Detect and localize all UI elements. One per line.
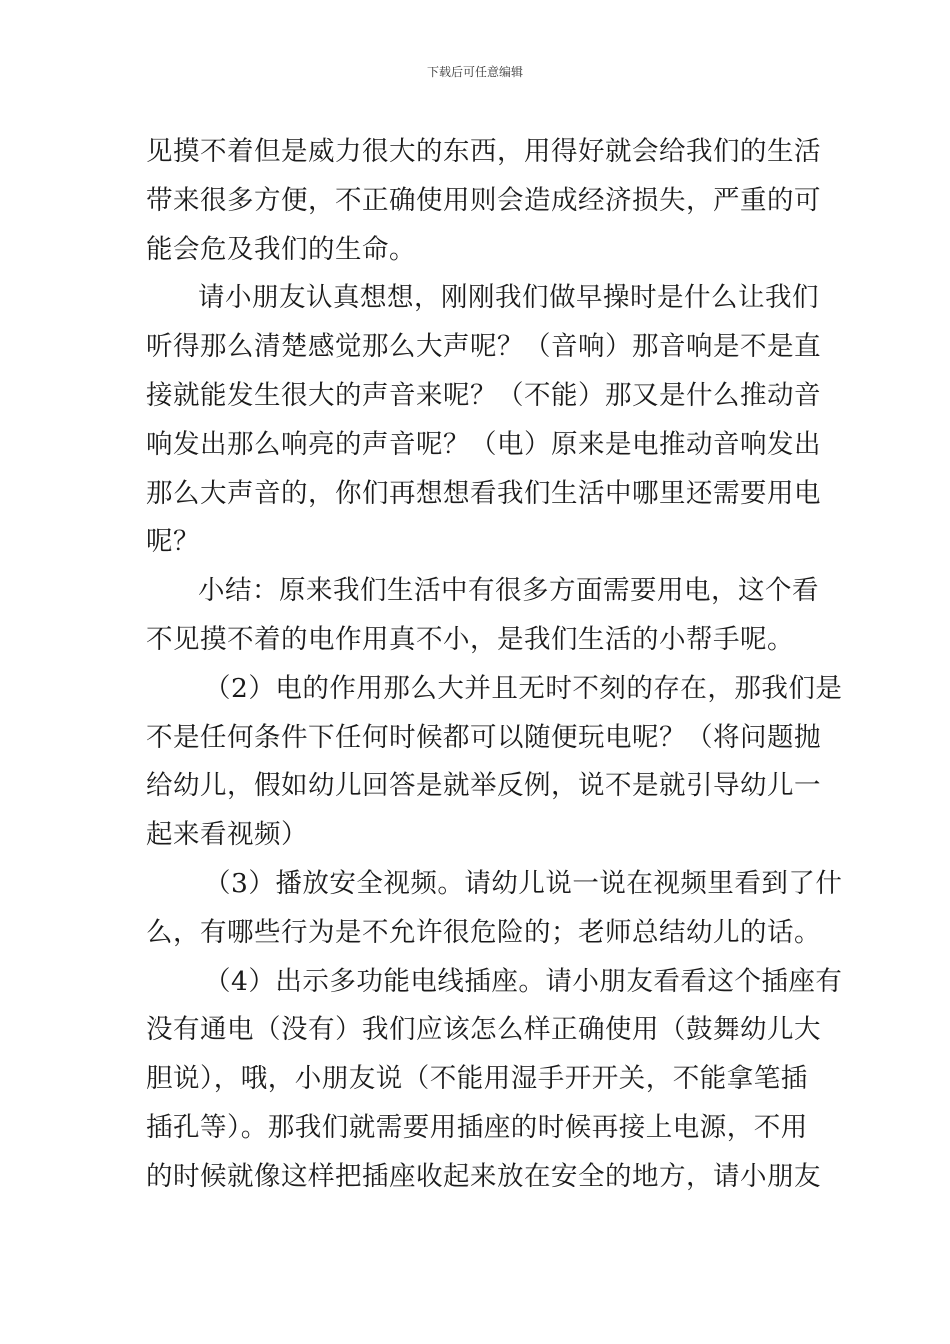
text-line: 插孔等）。那我们就需要用插座的时候再接上电源，不用	[146, 1111, 808, 1143]
summary-start-line: 小结：原来我们生活中有很多方面需要用电，这个看	[198, 575, 819, 607]
page-header: 下载后可任意编辑	[426, 65, 523, 79]
text-line: 那么大声音的，你们再想想看我们生活中哪里还需要用电	[146, 477, 821, 509]
text-line: 能会危及我们的生命。	[146, 233, 416, 265]
text-line: 呢？	[146, 526, 200, 558]
text-line: 不是任何条件下任何时候都可以随便玩电呢？（将问题抛	[146, 721, 821, 753]
text-line: 给幼儿，假如幼儿回答是就举反例，说不是就引导幼儿一	[146, 770, 821, 802]
text-line: 起来看视频）	[146, 819, 308, 851]
text-line: 听得那么清楚感觉那么大声呢？（音响）那音响是不是直	[146, 331, 821, 363]
body-text	[146, 128, 843, 1202]
text-line: 不见摸不着的电作用真不小，是我们生活的小帮手呢。	[146, 623, 794, 655]
text-line: 么，有哪些行为是不允许很危险的；老师总结幼儿的话。	[146, 916, 821, 948]
paragraph-start-line: 请小朋友认真想想，刚刚我们做早操时是什么让我们	[198, 282, 819, 314]
text-line: 带来很多方便，不正确使用则会造成经济损失，严重的可	[146, 184, 821, 216]
item-2-start-line: （2）电的作用那么大并且无时不刻的存在，那我们是	[204, 672, 843, 704]
text-line: 响发出那么响亮的声音呢？（电）原来是电推动音响发出	[146, 428, 821, 460]
text-line: 没有通电（没有）我们应该怎么样正确使用（鼓舞幼儿大	[146, 1014, 821, 1046]
item-4-start-line: （4）出示多功能电线插座。请小朋友看看这个插座有	[204, 965, 843, 997]
text-line: 的时候就像这样把插座收起来放在安全的地方，请小朋友	[146, 1160, 821, 1192]
item-3-start-line: （3）播放安全视频。请幼儿说一说在视频里看到了什	[204, 867, 843, 899]
text-line: 接就能发生很大的声音来呢？（不能）那又是什么推动音	[146, 379, 821, 411]
text-line: 胆说），哦，小朋友说（不能用湿手开开关，不能拿笔插	[146, 1063, 808, 1095]
text-line: 见摸不着但是威力很大的东西，用得好就会给我们的生活	[146, 136, 821, 167]
